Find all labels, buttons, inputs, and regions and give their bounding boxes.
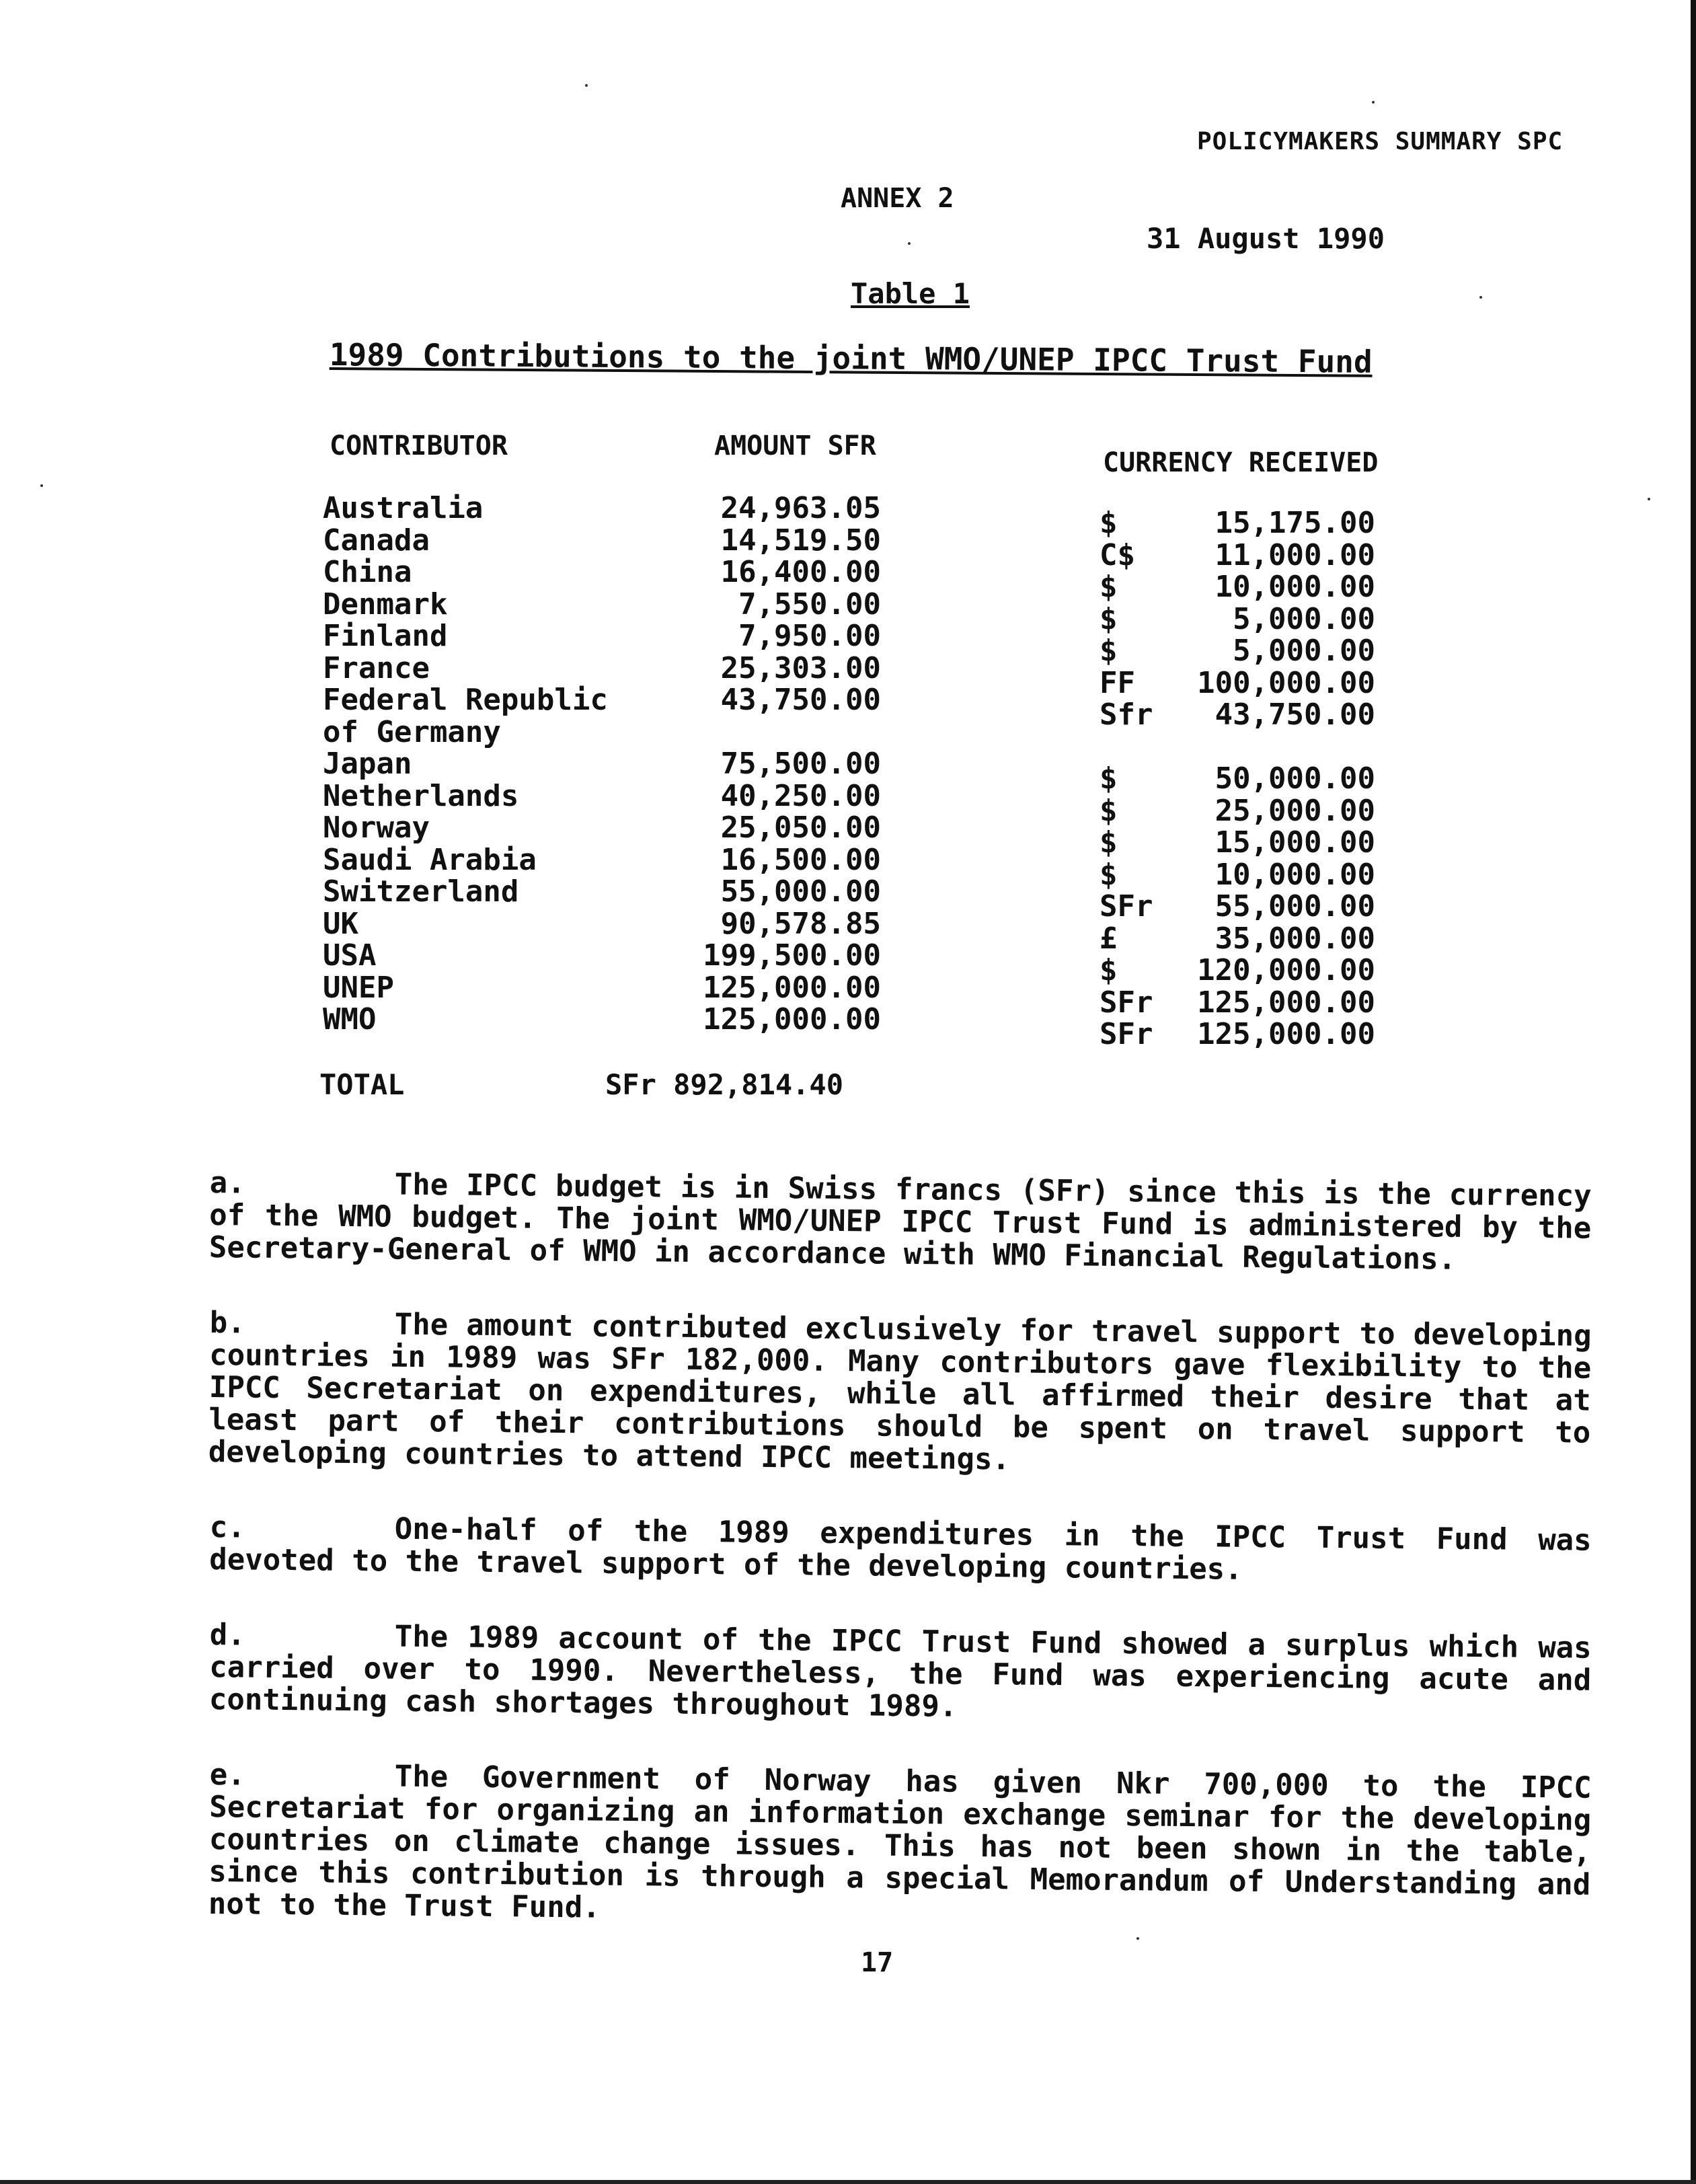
scan-speck [908,242,911,245]
received-cell: 5,000.00 [1233,634,1375,668]
currency-symbol-cell: SFr [1100,1017,1153,1051]
scan-edge-bottom [0,2180,1696,2184]
received-cell: 125,000.00 [1197,985,1375,1020]
amount-cell: 25,050.00 [720,811,881,845]
contributor-cell: Netherlands [323,778,519,813]
received-cell: 15,175.00 [1215,506,1375,540]
contributor-cell: China [323,555,412,589]
amount-cell: 14,519.50 [720,523,881,558]
currency-symbol-cell: SFr [1100,889,1153,924]
scan-speck [40,484,43,487]
amount-cell: 55,000.00 [720,874,881,909]
amount-cell: 199,500.00 [703,938,881,973]
contributor-cell: Denmark [323,587,448,622]
table-row [0,715,1696,747]
annex-label: ANNEX 2 [841,183,954,214]
total-label: TOTAL [319,1068,405,1101]
contributor-cell: USA [323,938,377,973]
total-value: SFr 892,814.40 [605,1068,844,1101]
scan-speck [585,84,588,87]
amount-cell: 7,950.00 [738,619,881,653]
received-cell: 43,750.00 [1215,698,1375,732]
currency-symbol-cell: C$ [1100,537,1135,572]
contributor-cell: WMO [323,1002,377,1037]
amount-cell: 16,400.00 [720,555,881,589]
currency-symbol-cell: $ [1100,570,1118,604]
footnote-letter: b. [209,1306,246,1341]
received-cell: 10,000.00 [1215,857,1375,892]
contributor-cell: UNEP [323,970,394,1005]
received-cell: 100,000.00 [1197,665,1375,700]
currency-symbol-cell: $ [1100,761,1118,796]
currency-symbol-cell: $ [1100,793,1118,828]
scan-speck [1479,296,1482,299]
amount-cell: 7,550.00 [738,587,881,622]
footnote-c [209,1511,1592,1589]
received-cell: 10,000.00 [1215,570,1375,604]
received-cell: 50,000.00 [1215,761,1375,796]
table-row [0,491,1696,540]
footnote-letter: a. [209,1166,246,1201]
received-cell: 125,000.00 [1197,1017,1375,1051]
received-cell: 11,000.00 [1215,537,1375,572]
received-cell: 5,000.00 [1233,601,1375,636]
footnotes [210,1167,1592,1963]
currency-symbol-cell: Sfr [1100,698,1153,732]
footnote-a [209,1167,1592,1277]
table-row [0,1002,1696,1051]
table-row [0,555,1696,604]
footnote-letter: d. [209,1618,246,1653]
amount-cell: 43,750.00 [720,683,881,717]
footnote-text: The 1989 account of the IPCC Trust Fund showed a surplus which was carried over to 1990. Nevertheless, the Fund was experiencing acute and continuing cash shortages throughout 1989. [208,1619,1592,1724]
scan-edge-right [1691,0,1696,2184]
contributor-cell: of Germany [323,714,501,749]
contributions-table [0,491,1696,1051]
footnote-letter: c. [209,1510,246,1545]
currency-symbol-cell: $ [1100,825,1118,860]
currency-symbol-cell: $ [1100,506,1118,540]
received-cell: 35,000.00 [1215,921,1375,956]
amount-cell: 90,578.85 [720,906,881,941]
column-header-contributor: CONTRIBUTOR [330,430,508,461]
footnote-letter: e. [209,1758,246,1793]
currency-symbol-cell: FF [1100,665,1135,700]
footnote-text: The Government of Norway has given Nkr 700,000 to the IPCC Secretariat for organizing an information exchange seminar for the developing countries on climate change issues. This has not been shown in the table, since this contribution is through a special Memorandum of Understanding and not to the Trust Fund. [208,1759,1592,1925]
footnote-b [208,1307,1592,1482]
contributor-cell: Canada [323,523,430,558]
amount-cell: 24,963.05 [720,491,881,525]
contributor-cell: UK [323,906,358,941]
table-row [0,938,1696,987]
page-number: 17 [861,1947,894,1978]
contributor-cell: Finland [323,619,448,653]
running-head: POLICYMAKERS SUMMARY SPC [1197,128,1564,155]
amount-cell: 75,500.00 [720,747,881,781]
currency-symbol-cell: $ [1100,634,1118,668]
contributor-cell: France [323,650,430,685]
received-cell: 55,000.00 [1215,889,1375,924]
contributor-cell: Australia [323,491,484,525]
received-cell: 25,000.00 [1215,793,1375,828]
received-cell: 15,000.00 [1215,825,1375,860]
amount-cell: 40,250.00 [720,778,881,813]
contributor-cell: Switzerland [323,874,519,909]
contributor-cell: Norway [323,811,430,845]
footnote-d [209,1619,1592,1729]
footnote-text: One-half of the 1989 expenditures in the IPCC Trust Fund was devoted to the travel support of the developing countries. [209,1511,1592,1587]
amount-cell: 125,000.00 [703,1002,881,1037]
document-date: 31 August 1990 [1147,222,1385,255]
footnote-text: The IPCC budget is in Swiss francs (SFr) since this is the currency of the WMO budget. The joint WMO/UNEP IPCC Trust Fund is administered by the Secretary-General of WMO in accordance with WMO Financial Regulations. [208,1167,1592,1277]
scan-speck [1372,101,1375,104]
contributor-cell: Japan [323,747,412,781]
amount-cell: 16,500.00 [720,842,881,877]
currency-symbol-cell: $ [1100,953,1118,987]
table-title: 1989 Contributions to the joint WMO/UNEP IPCC Trust Fund [329,336,1373,380]
currency-symbol-cell: SFr [1100,985,1153,1020]
currency-symbol-cell: $ [1100,601,1118,636]
column-header-amount: AMOUNT SFR [714,430,876,461]
amount-cell: 125,000.00 [703,970,881,1005]
contributor-cell: Federal Republic [323,683,608,717]
received-cell: 120,000.00 [1197,953,1375,987]
table-label: Table 1 [851,277,970,310]
currency-symbol-cell: £ [1100,921,1118,956]
contributor-cell: Saudi Arabia [323,842,537,877]
amount-cell: 25,303.00 [720,650,881,685]
footnote-e [208,1759,1592,1934]
footnote-text: The amount contributed exclusively for travel support to developing countries in 1989 was SFr 182,000. Many contributors gave flexibility to the IPCC Secretariat on expenditures, while all affirmed their desire that at least part of their contributions should be spent on travel support to developing countries to attend IPCC meetings. [208,1307,1592,1477]
currency-symbol-cell: $ [1100,857,1118,892]
column-header-currency: CURRENCY RECEIVED [1103,447,1379,478]
